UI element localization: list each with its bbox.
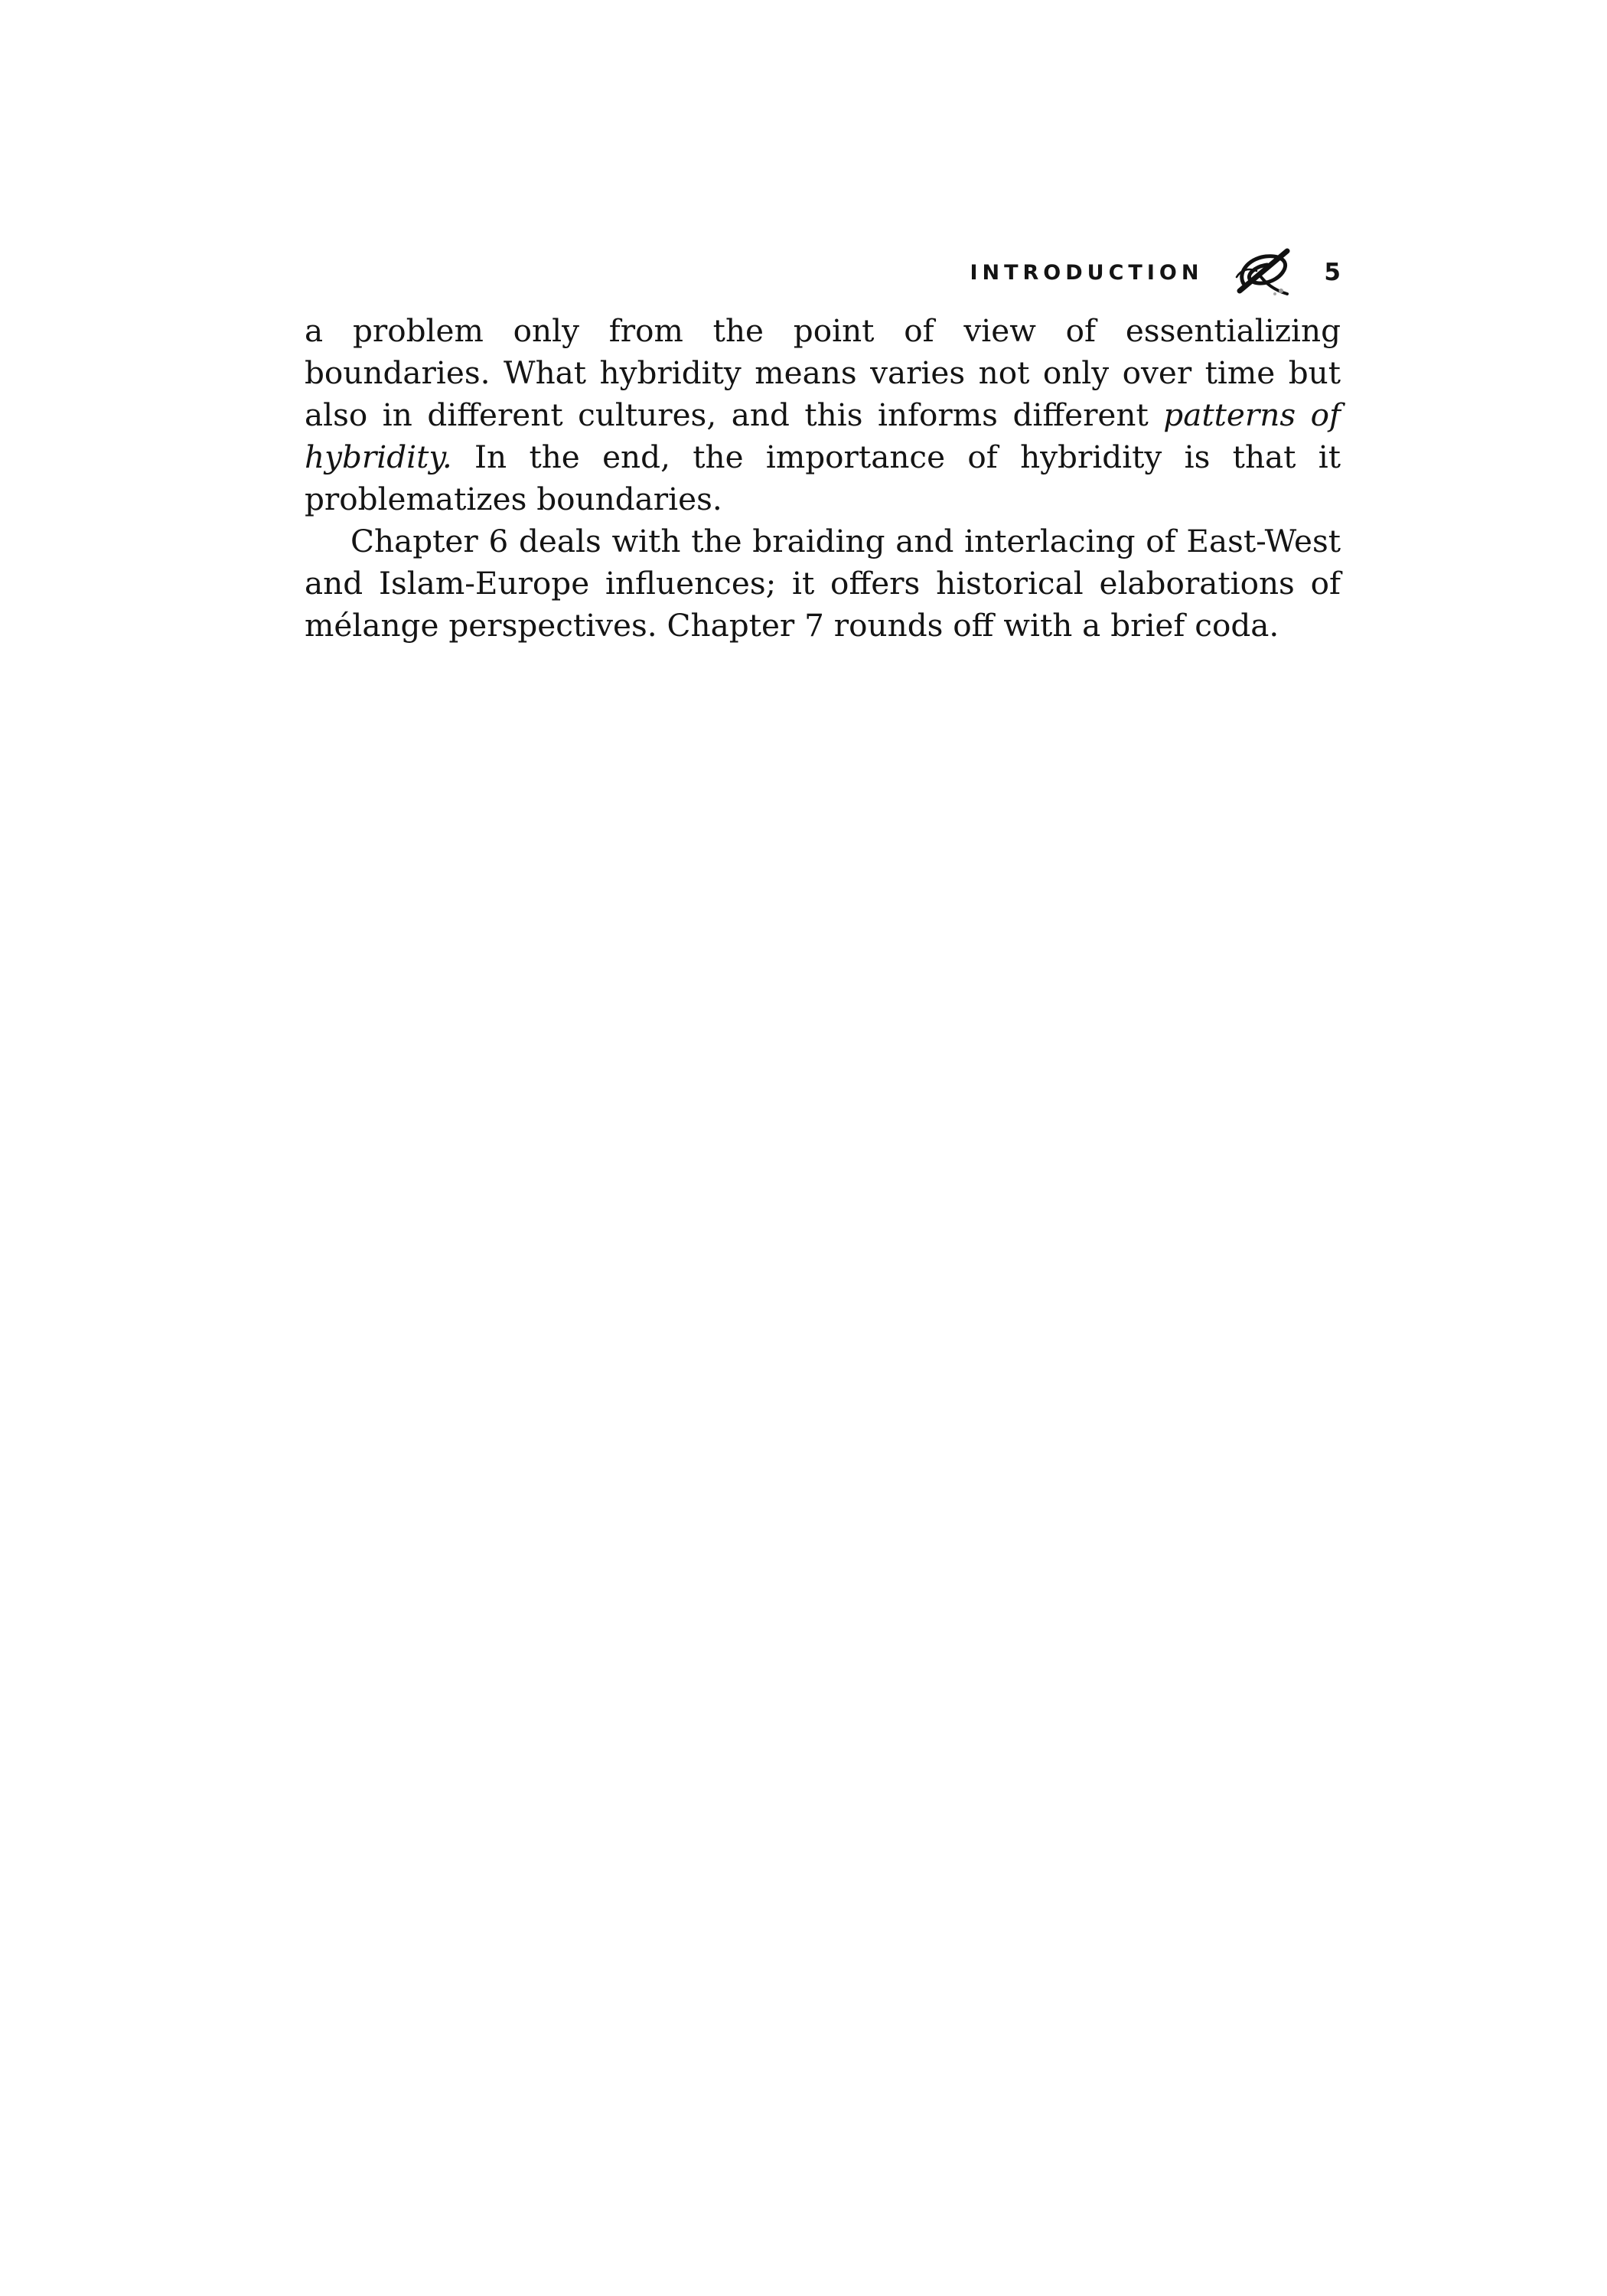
paragraph-1-text-a: a problem only from the point of view of essentializing boundaries. What hybridity means varies not only over time but also in different cultures, and this informs different (305, 312, 1341, 433)
paragraph-1-emphasis: patterns of hybridity. (305, 396, 1341, 475)
running-head (305, 249, 1341, 295)
paragraph-1 (305, 310, 1341, 520)
running-title: INTRODUCTION (970, 260, 1204, 285)
page-number: 5 (1324, 259, 1341, 286)
body-text (305, 310, 1341, 647)
paragraph-1-text-b: In the end, the importance of hybridity is that it problematizes boundaries. (305, 439, 1341, 517)
paragraph-2: Chapter 6 deals with the braiding and interlacing of East-West and Islam-Europe influences; it offers historical elaborations of mélange perspectives. Chapter 7 rounds off with a brief coda. (305, 523, 1341, 644)
decorative-swirl-icon (1234, 246, 1295, 298)
